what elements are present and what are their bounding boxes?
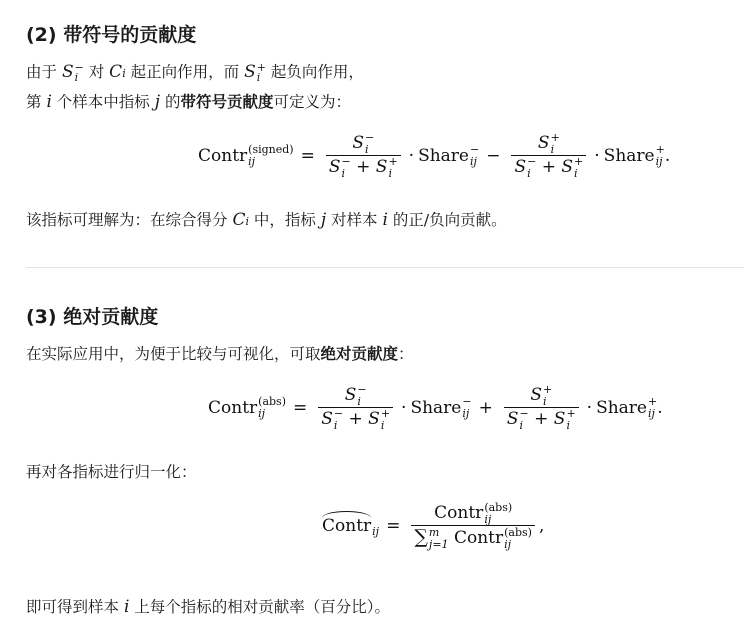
math-j: j <box>154 92 161 112</box>
sec3-paragraph-line3 <box>26 595 390 619</box>
sec3-paragraph-line1 <box>26 342 414 366</box>
share-symbol: Share <box>603 145 655 166</box>
contr-symbol: Contr <box>208 397 258 418</box>
fraction-normalization: Contr (abs) ij ∑ m j=1 Contr (abs) ij <box>411 502 535 550</box>
text: 可定义为： <box>273 93 351 111</box>
formula-absolute-contribution: Contr (abs) ij = S − i S − i + S + i · Share − ij + S + i S − i + S + i · Share + ij . <box>208 383 663 432</box>
math-S-minus-i: S − i <box>61 60 84 84</box>
text: 由于 <box>26 63 62 81</box>
text: 上每个指标的相对贡献率（百分比）。 <box>129 598 391 616</box>
share-symbol: Share <box>410 397 462 418</box>
share-symbol: Share <box>418 145 469 166</box>
text: 该指标可理解为：在综合得分 <box>26 211 233 229</box>
fraction-negative-share: S − i S − i + S + i <box>318 384 393 431</box>
sec3-paragraph-line2: 再对各指标进行归一化： <box>26 463 197 481</box>
text: 对样本 <box>326 211 383 229</box>
text: 起负向作用， <box>265 63 364 81</box>
text: 对 <box>83 63 110 81</box>
share-symbol: Share <box>596 397 647 418</box>
math-i: i <box>123 597 130 617</box>
text: 个样本中指标 <box>51 93 155 111</box>
fraction-negative-share: S − i S − i + S + i <box>326 132 401 179</box>
sec2-paragraph-line1 <box>26 60 364 86</box>
text: 的正/负向贡献。 <box>387 211 507 229</box>
sec2-paragraph-line3 <box>26 208 507 234</box>
text: 起正向作用，而 <box>125 63 245 81</box>
fraction-positive-share: S + i S − i + S + i <box>511 132 586 179</box>
formula-signed-contribution: Contr (signed) ij = S − i S − i + S + i · Share − ij − S + i S − i + S + i · Share + ij . <box>198 131 671 180</box>
contr-symbol: Contr <box>198 145 248 166</box>
bold-term: 带符号贡献度 <box>180 93 274 111</box>
contr-tilde-symbol: Contr <box>322 516 372 537</box>
math-j: j <box>320 210 327 230</box>
math-i: i <box>382 210 388 230</box>
text: 在实际应用中，为便于比较与可视化，可取 <box>26 345 321 363</box>
bold-term: 绝对贡献度 <box>320 345 399 363</box>
section-3-heading: (3) 绝对贡献度 <box>26 306 159 328</box>
section-divider <box>26 267 744 268</box>
fraction-positive-share: S + i S − i + S + i <box>504 384 579 431</box>
formula-normalized-contribution: Contr ij = Contr (abs) ij ∑ m j=1 Contr (abs) ij , <box>322 501 545 551</box>
math-i: i <box>46 92 52 112</box>
math-C-i: Ci <box>232 210 249 230</box>
text: 第 <box>26 93 47 111</box>
text: 中，指标 <box>248 211 321 229</box>
sec2-paragraph-line2 <box>26 90 351 114</box>
text: 的 <box>160 93 181 111</box>
math-S-plus-i: S + i <box>244 60 266 84</box>
math-C-i: Ci <box>109 62 126 82</box>
text: 即可得到样本 <box>26 598 124 616</box>
section-2-heading: (2) 带符号的贡献度 <box>26 24 197 46</box>
text: ： <box>398 345 414 363</box>
